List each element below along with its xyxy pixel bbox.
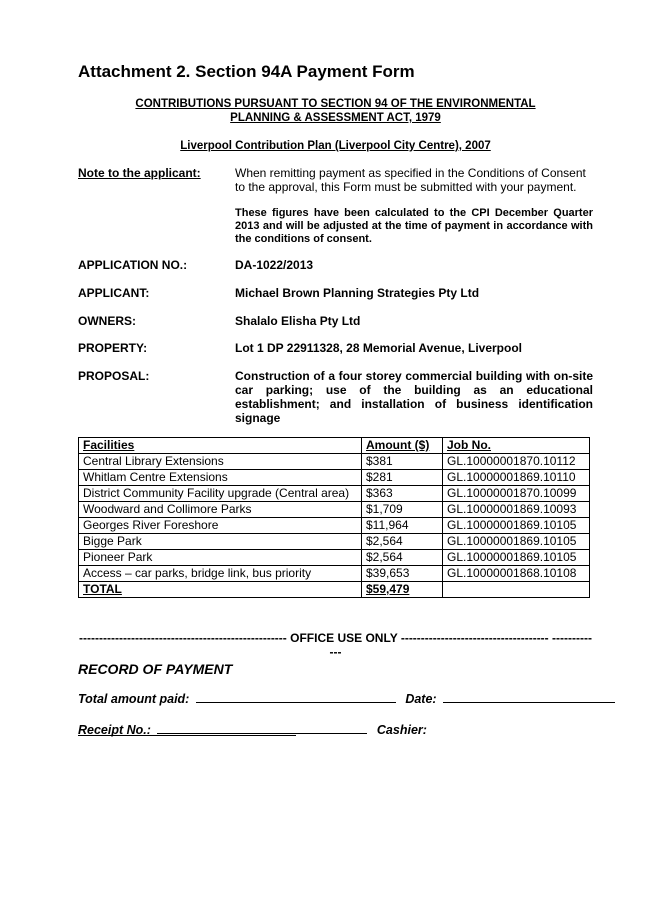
- cpi-note: These figures have been calculated to the CPI December Quarter 2013 and will be adjusted at the time of payment in accordance with the conditions of consent.: [235, 207, 593, 245]
- amount-cell: $2,564: [362, 534, 443, 550]
- table-row: [79, 502, 590, 518]
- table-row: [79, 486, 590, 502]
- date-label: Date:: [405, 692, 437, 706]
- job-cell: GL.10000001868.10108: [443, 566, 590, 582]
- job-cell: GL.10000001869.10105: [443, 518, 590, 534]
- total-amount: $59,479: [362, 582, 443, 598]
- proposal-label: PROPOSAL:: [78, 369, 150, 383]
- cashier-field[interactable]: [78, 735, 296, 736]
- job-cell: GL.10000001869.10110: [443, 470, 590, 486]
- table-row: [79, 470, 590, 486]
- amount-cell: $363: [362, 486, 443, 502]
- note-label: Note to the applicant:: [78, 166, 201, 180]
- header-job-no: Job No.: [443, 438, 590, 454]
- total-paid-line: [78, 690, 615, 706]
- amount-cell: $381: [362, 454, 443, 470]
- amount-cell: $281: [362, 470, 443, 486]
- act-heading-line2: PLANNING & ASSESSMENT ACT, 1979: [230, 112, 441, 124]
- office-use-banner: ---------------------------------------------------- OFFICE USE ONLY ------------------------------------- -------------: [79, 631, 592, 659]
- cashier-label: Cashier:: [376, 723, 427, 737]
- amount-cell: $1,709: [362, 502, 443, 518]
- property-label: PROPERTY:: [78, 341, 148, 355]
- receipt-label: Receipt No.:: [78, 723, 151, 737]
- header-facilities: Facilities: [79, 438, 362, 454]
- proposal-value: Construction of a four storey commercial building with on-site car parking; use of the building as an educational establishment; and installation of business identification signage: [235, 369, 593, 425]
- facility-cell: District Community Facility upgrade (Central area): [79, 486, 362, 502]
- amount-cell: $2,564: [362, 550, 443, 566]
- date-field[interactable]: [443, 690, 615, 703]
- facility-cell: Georges River Foreshore: [79, 518, 362, 534]
- table-row: [79, 454, 590, 470]
- job-cell: GL.10000001869.10105: [443, 534, 590, 550]
- table-row: [79, 566, 590, 582]
- page-title: Attachment 2. Section 94A Payment Form: [78, 62, 415, 81]
- table-header-row: [79, 438, 590, 454]
- owners-label: OWNERS:: [78, 314, 136, 328]
- property-value: Lot 1 DP 22911328, 28 Memorial Avenue, Liverpool: [235, 341, 523, 355]
- amount-cell: $11,964: [362, 518, 443, 534]
- application-label: APPLICATION NO.:: [78, 258, 188, 272]
- table-row: [79, 534, 590, 550]
- header-amount: Amount ($): [362, 438, 443, 454]
- table-row: [79, 550, 590, 566]
- total-paid-field[interactable]: [196, 690, 396, 703]
- total-label: TOTAL: [79, 582, 362, 598]
- plan-heading: Liverpool Contribution Plan (Liverpool City Centre), 2007: [180, 140, 491, 152]
- total-paid-label: Total amount paid:: [78, 692, 190, 706]
- receipt-field[interactable]: [157, 721, 367, 734]
- applicant-label: APPLICANT:: [78, 286, 150, 300]
- owners-value: Shalalo Elisha Pty Ltd: [235, 314, 361, 328]
- facility-cell: Access – car parks, bridge link, bus priority: [79, 566, 362, 582]
- total-job-cell: [443, 582, 590, 598]
- applicant-value: Michael Brown Planning Strategies Pty Ltd: [235, 286, 480, 300]
- facility-cell: Bigge Park: [79, 534, 362, 550]
- amount-cell: $39,653: [362, 566, 443, 582]
- facility-cell: Whitlam Centre Extensions: [79, 470, 362, 486]
- facility-cell: Woodward and Collimore Parks: [79, 502, 362, 518]
- facility-cell: Pioneer Park: [79, 550, 362, 566]
- facility-cell: Central Library Extensions: [79, 454, 362, 470]
- application-value: DA-1022/2013: [235, 258, 314, 272]
- job-cell: GL.10000001869.10105: [443, 550, 590, 566]
- job-cell: GL.10000001869.10093: [443, 502, 590, 518]
- job-cell: GL.10000001870.10112: [443, 454, 590, 470]
- total-row: [79, 582, 590, 598]
- facilities-table: [78, 437, 590, 598]
- job-cell: GL.10000001870.10099: [443, 486, 590, 502]
- record-of-payment-heading: RECORD OF PAYMENT: [78, 661, 233, 677]
- table-row: [79, 518, 590, 534]
- note-text: When remitting payment as specified in the Conditions of Consent to the approval, this Form must be submitted with your payment.: [235, 166, 586, 194]
- act-heading-line1: CONTRIBUTIONS PURSUANT TO SECTION 94 OF THE ENVIRONMENTAL: [135, 98, 536, 110]
